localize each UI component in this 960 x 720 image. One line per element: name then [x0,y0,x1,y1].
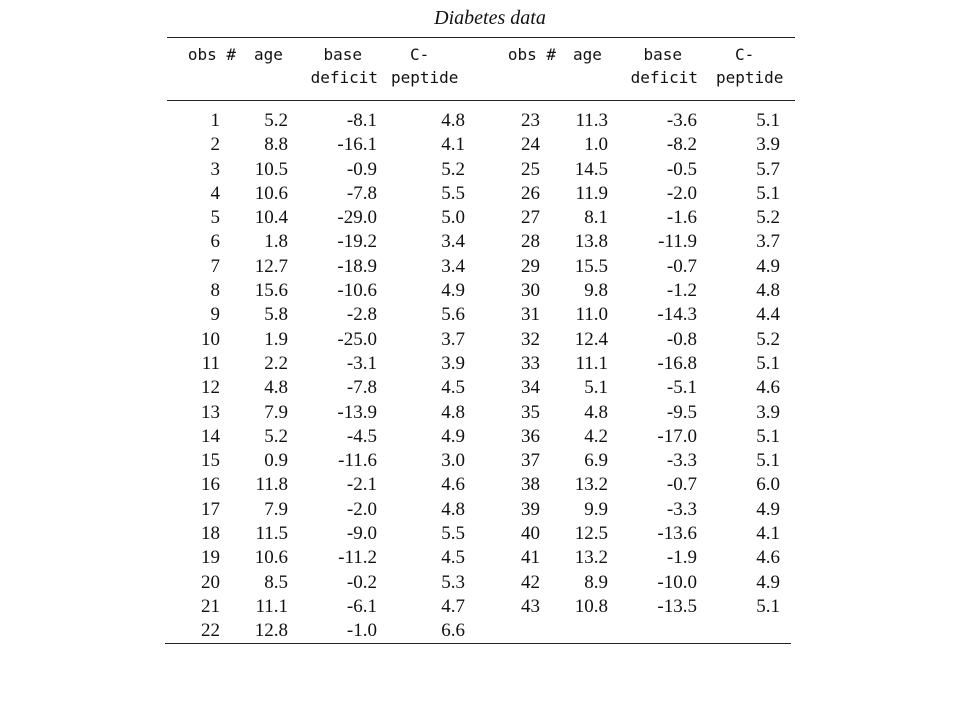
table-cell: -10.0 [657,571,697,593]
table-cell: 5.5 [441,523,465,545]
table-cell: 12 [201,377,220,399]
table-cell: 5.1 [756,110,780,131]
table-cell: 25 [521,158,540,180]
header-cpep-right-line1: C- [735,45,755,64]
table-cell: 5.0 [441,207,465,229]
table-cell: -0.9 [346,158,377,180]
table-cell: 3.4 [441,231,465,253]
table-cell: 3.9 [756,134,780,156]
table-cell: 6.9 [584,450,608,472]
table-cell: 42 [521,571,540,593]
table-cell: 5.1 [756,352,780,374]
table-cell: -10.6 [337,280,377,302]
table-cell: -2.0 [666,182,697,204]
table-cell: 37 [521,450,540,472]
table-cell: -0.8 [666,328,697,350]
table-cell: 4.6 [756,377,780,399]
table-cell: 5.8 [264,304,288,326]
table-cell: 8.1 [584,207,608,229]
table-cell: 7.9 [264,401,288,423]
table-cell: -9.5 [666,401,697,423]
table-cell: 34 [521,377,540,399]
table-cell: 31 [521,304,540,326]
table-cell: 24 [521,134,540,156]
table-cell: -3.6 [666,110,697,131]
column-cpep-right [715,109,780,619]
table-cell: 9.9 [584,498,608,520]
table-cell: -3.3 [666,498,697,520]
table-cell: 4.8 [441,110,465,131]
table-cell: 3.7 [441,328,465,350]
header-cpep-right-line2: peptide [716,68,784,87]
table-cell: 1.0 [584,134,608,156]
table-cell: 5.2 [264,425,288,447]
table-cell: 6 [210,231,220,253]
table-cell: -3.3 [666,450,697,472]
header-age-right: age [573,45,602,64]
table-cell: 4.4 [756,304,780,326]
table-cell: 11.9 [575,182,608,204]
table-cell: 4.7 [441,595,465,617]
header-obs-left: obs # [187,45,236,64]
table-cell: -8.1 [346,110,377,131]
table-cell: 5.1 [584,377,608,399]
table-cell: 18 [201,523,220,545]
table-cell: -1.2 [666,280,697,302]
table-cell: 2 [210,134,220,156]
table-cell: 4.6 [441,474,465,496]
table-cell: 4.9 [441,425,465,447]
table-cell: 16 [201,474,220,496]
table-cell: -7.8 [346,377,377,399]
header-base-right-line2: deficit [630,68,698,87]
table-cell: 5.2 [264,110,288,131]
table-cell: 21 [201,595,220,617]
table-cell: -29.0 [337,207,377,229]
table-cell: 28 [521,231,540,253]
header-base-right-line1: base [643,45,682,64]
table-cell: 15.5 [574,255,608,277]
table-cell: 4.8 [264,377,288,399]
table-cell: 4.8 [441,498,465,520]
table-cell: 3.7 [756,231,780,253]
table-cell: -0.7 [666,255,697,277]
column-base-right [620,109,697,619]
table-cell: 10 [201,328,220,350]
table-cell: 10.4 [254,207,288,229]
table-cell: -13.9 [337,401,377,423]
table-cell: 10.6 [254,547,288,569]
table-cell: 5.2 [441,158,465,180]
table-cell: 10.8 [574,595,608,617]
table-cell: 11.3 [575,110,608,131]
table-cell: 3 [210,158,220,180]
table-cell: 5.2 [756,328,780,350]
table-cell: 17 [201,498,220,520]
table-cell: 19 [201,547,220,569]
table-cell: 4.1 [441,134,465,156]
table-cell: 3.0 [441,450,465,472]
table-cell: 11.8 [255,474,288,496]
table-cell: 13 [201,401,220,423]
table-cell: -6.1 [346,595,377,617]
table-cell: 3.9 [441,352,465,374]
column-obs-left [170,109,220,644]
table-cell: -4.5 [346,425,377,447]
table-cell: 1.8 [264,231,288,253]
table-cell: -14.3 [657,304,697,326]
table-cell: 5.1 [756,425,780,447]
table-cell: -7.8 [346,182,377,204]
table-cell: 15.6 [254,280,288,302]
header-cpep-left-line1: C- [410,45,430,64]
table-cell: 3.9 [756,401,780,423]
table-cell: 11.1 [575,352,608,374]
table-cell: 2.2 [264,352,288,374]
column-base-left [300,109,377,644]
table-cell: -19.2 [337,231,377,253]
header-obs-right: obs # [507,45,556,64]
table-cell: 8 [210,280,220,302]
table-cell: 12.5 [574,523,608,545]
table-cell: 13.2 [574,474,608,496]
table-cell: 9 [210,304,220,326]
table-cell: 4.9 [756,255,780,277]
table-cell: 12.4 [574,328,608,350]
table-cell: 6.0 [756,474,780,496]
table-cell: 12.8 [254,620,288,642]
table-cell: -5.1 [666,377,697,399]
table-cell: -16.8 [657,352,697,374]
table-cell: 5.1 [756,450,780,472]
column-age-left [230,109,288,644]
table-cell: 11.1 [255,595,288,617]
table-cell: 4 [210,182,220,204]
table-cell: 38 [521,474,540,496]
table-cell: 13.8 [574,231,608,253]
table-cell: 5.3 [441,571,465,593]
table-cell: -8.2 [666,134,697,156]
table-cell: 22 [201,620,220,642]
table-cell: -25.0 [337,328,377,350]
table-cell: -17.0 [657,425,697,447]
table-cell: 3.4 [441,255,465,277]
table-cell: -0.5 [666,158,697,180]
table-cell: 14.5 [574,158,608,180]
table-cell: 5.1 [756,182,780,204]
header-base-left-line1: base [323,45,362,64]
table-cell: 10.6 [254,182,288,204]
table-cell: 9.8 [584,280,608,302]
table-cell: 23 [521,110,540,131]
table-cell: 26 [521,182,540,204]
table-cell: 20 [201,571,220,593]
table-cell: -2.1 [346,474,377,496]
table-cell: 4.9 [441,280,465,302]
table-cell: 5.5 [441,182,465,204]
header-base-left-line2: deficit [310,68,378,87]
table-cell: -13.6 [657,523,697,545]
table-cell: -18.9 [337,255,377,277]
table-cell: 4.8 [584,401,608,423]
table-cell: -13.5 [657,595,697,617]
table-cell: -1.0 [346,620,377,642]
table-cell: 0.9 [264,450,288,472]
table-cell: 43 [521,595,540,617]
table-cell: 14 [201,425,220,447]
table-cell: 6.6 [441,620,465,642]
table-cell: -11.6 [338,450,377,472]
table-cell: 40 [521,523,540,545]
column-age-right [550,109,608,619]
table-cell: 5.2 [756,207,780,229]
table-cell: 4.5 [441,547,465,569]
table-cell: 39 [521,498,540,520]
table-cell: 36 [521,425,540,447]
top-rule [167,37,795,38]
table-cell: 1.9 [264,328,288,350]
table-cell: 7 [210,255,220,277]
column-cpep-left [400,109,465,644]
table-cell: 4.1 [756,523,780,545]
table-cell: 8.5 [264,571,288,593]
table-cell: -16.1 [337,134,377,156]
table-cell: 5 [210,207,220,229]
table-cell: 10.5 [254,158,288,180]
table-cell: 7.9 [264,498,288,520]
table-cell: 5.6 [441,304,465,326]
table-cell: 8.8 [264,134,288,156]
column-obs-right [490,109,540,619]
table-cell: 11.5 [255,523,288,545]
table-cell: 4.5 [441,377,465,399]
table-cell: -1.9 [666,547,697,569]
table-title: Diabetes data [434,7,546,29]
bottom-rule [165,643,791,644]
table-cell: 30 [521,280,540,302]
header-rule [167,100,795,101]
table-cell: 11.0 [575,304,608,326]
table-cell: 5.1 [756,595,780,617]
table-cell: -11.2 [338,547,377,569]
table-cell: 11 [201,352,220,374]
table-cell: 4.8 [441,401,465,423]
table-cell: 35 [521,401,540,423]
table-cell: -0.7 [666,474,697,496]
table-cell: 32 [521,328,540,350]
table-cell: 13.2 [574,547,608,569]
table-cell: -3.1 [346,352,377,374]
table-cell: 4.9 [756,498,780,520]
header-age-left: age [254,45,283,64]
table-cell: 1 [210,110,220,131]
table-cell: 29 [521,255,540,277]
table-cell: 4.2 [584,425,608,447]
table-cell: 27 [521,207,540,229]
table-cell: -2.8 [346,304,377,326]
table-cell: 4.9 [756,571,780,593]
table-cell: 4.8 [756,280,780,302]
header-cpep-left-line2: peptide [391,68,459,87]
table-cell: 8.9 [584,571,608,593]
table-cell: -1.6 [666,207,697,229]
table-cell: -9.0 [346,523,377,545]
table-cell: 5.7 [756,158,780,180]
table-cell: -2.0 [346,498,377,520]
table-cell: -0.2 [346,571,377,593]
table-cell: 15 [201,450,220,472]
table-header [0,44,960,92]
table-cell: 12.7 [254,255,288,277]
table-cell: 33 [521,352,540,374]
table-cell: 41 [521,547,540,569]
table-cell: 4.6 [756,547,780,569]
table-cell: -11.9 [658,231,697,253]
